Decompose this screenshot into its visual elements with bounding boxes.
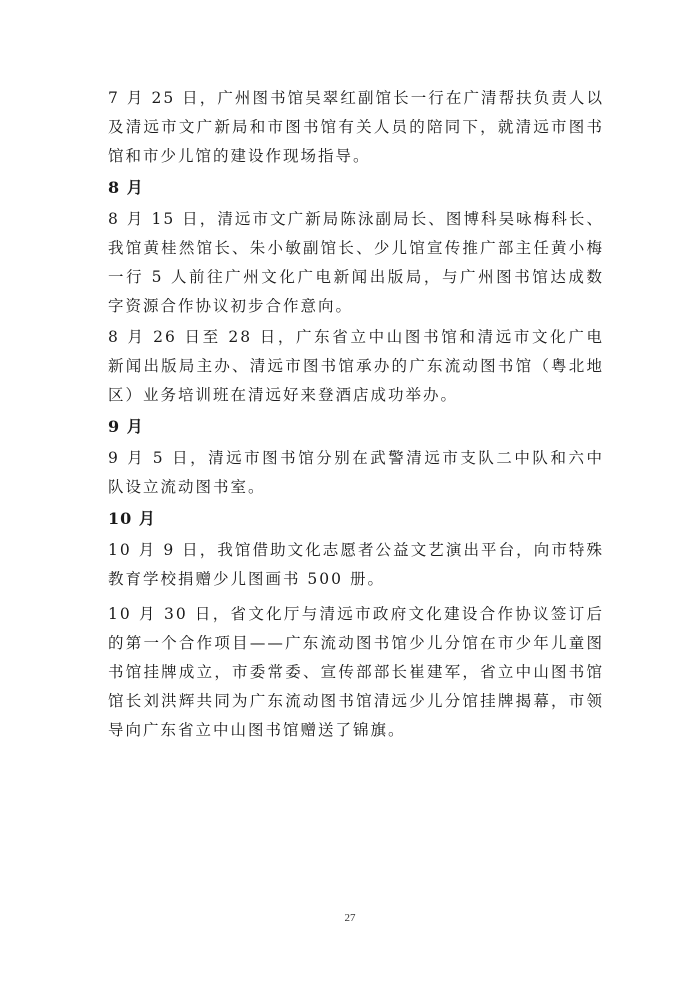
paragraph-aug-15: 8 月 15 日，清远市文广新局陈泳副局长、图博科吴咏梅科长、我馆黄桂然馆长、朱小敏副馆长、少儿馆宣传推广部主任黄小梅一行 5 人前往广州文化广电新闻出版局，与广州图书馆达成数字资源合作协议初步合作意向。 bbox=[108, 210, 604, 315]
paragraph-sep-5: 9 月 5 日，清远市图书馆分别在武警清远市支队二中队和六中队设立流动图书室。 bbox=[108, 449, 604, 496]
paragraph-jul-25: 7 月 25 日，广州图书馆吴翠红副馆长一行在广清帮扶负责人以及清远市文广新局和市图书馆有关人员的陪同下，就清远市图书馆和市少儿馆的建设作现场指导。 bbox=[108, 89, 604, 165]
month-heading-september: 9 月 bbox=[108, 417, 144, 436]
page-content bbox=[108, 84, 604, 745]
paragraph-oct-9: 10 月 9 日，我馆借助文化志愿者公益文艺演出平台，向市特殊教育学校捐赠少儿图画书 500 册。 bbox=[108, 541, 604, 588]
page-number: 27 bbox=[344, 912, 356, 924]
month-heading-august: 8 月 bbox=[108, 178, 144, 197]
paragraph-aug-26: 8 月 26 日至 28 日，广东省立中山图书馆和清远市文化广电新闻出版局主办、清远市图书馆承办的广东流动图书馆（粤北地区）业务培训班在清远好来登酒店成功举办。 bbox=[108, 328, 604, 404]
month-heading-october: 10 月 bbox=[108, 509, 156, 528]
paragraph-oct-30: 10 月 30 日，省文化厅与清远市政府文化建设合作协议签订后的第一个合作项目——广东流动图书馆少儿分馆在市少年儿童图书馆挂牌成立，市委常委、宣传部部长崔建军，省立中山图书馆馆长刘洪辉共同为广东流动图书馆清远少儿分馆挂牌揭幕，市领导向广东省立中山图书馆赠送了锦旗。 bbox=[108, 605, 604, 739]
